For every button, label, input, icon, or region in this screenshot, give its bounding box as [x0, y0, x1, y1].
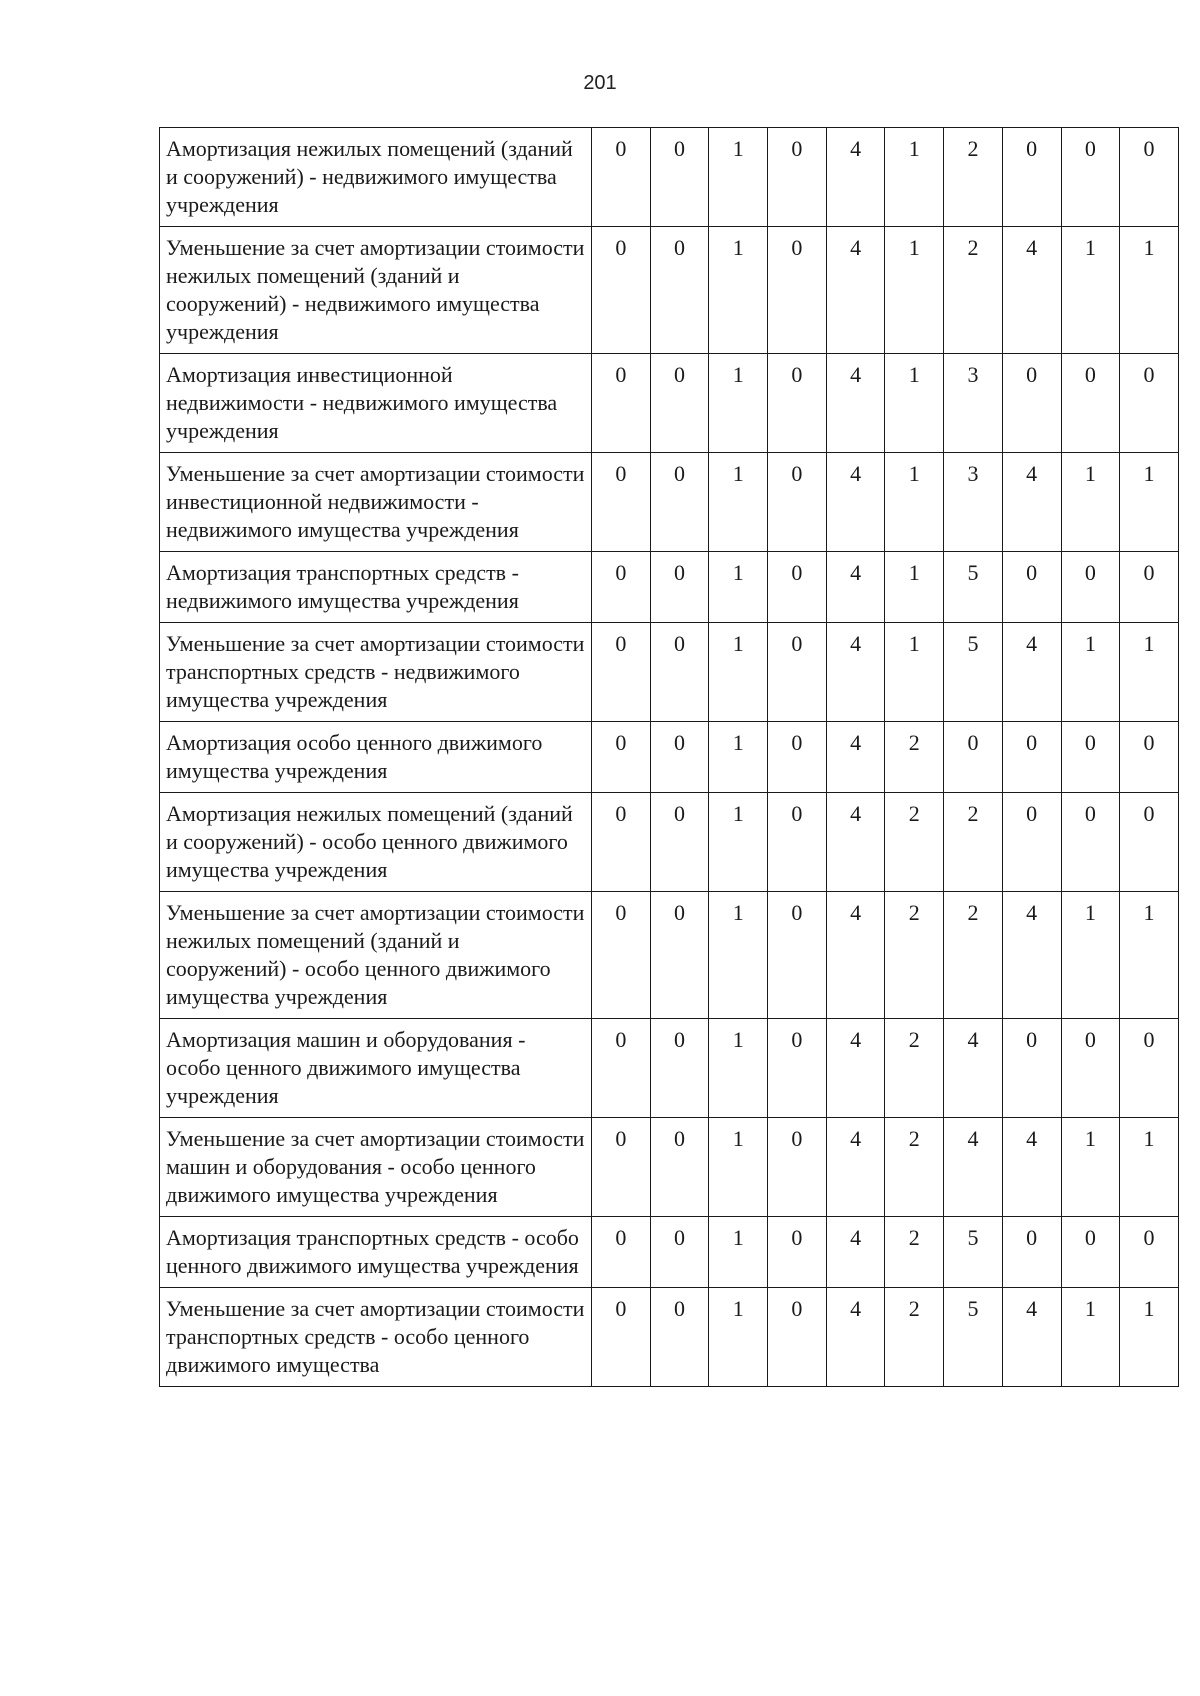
account-code-digit-cell: 0	[1061, 354, 1120, 453]
account-code-digit-cell: 1	[1120, 1118, 1179, 1217]
account-code-digit-cell: 4	[826, 1118, 885, 1217]
account-code-digit-cell: 0	[1120, 1217, 1179, 1288]
account-code-digit-cell: 1	[709, 1118, 768, 1217]
account-code-digit-cell: 0	[650, 227, 709, 354]
account-code-digit-cell: 3	[944, 354, 1003, 453]
account-code-digit-cell: 2	[885, 1288, 944, 1387]
account-code-digit-cell: 4	[826, 623, 885, 722]
table-row	[160, 1118, 1179, 1217]
account-code-digit-cell: 1	[709, 722, 768, 793]
account-code-digit-cell: 0	[1061, 1217, 1120, 1288]
account-code-digit-cell: 0	[768, 354, 827, 453]
account-code-digit-cell: 4	[826, 1288, 885, 1387]
account-code-digit-cell: 1	[1120, 1288, 1179, 1387]
account-code-digit-cell: 4	[1002, 453, 1061, 552]
account-code-digit-cell: 1	[709, 1217, 768, 1288]
account-code-digit-cell: 1	[885, 128, 944, 227]
account-code-digit-cell: 5	[944, 1288, 1003, 1387]
account-code-digit-cell: 0	[592, 1118, 651, 1217]
account-code-digit-cell: 0	[768, 793, 827, 892]
account-description-cell: Амортизация нежилых помещений (зданий и сооружений) - недвижимого имущества учреждения	[160, 128, 592, 227]
account-code-digit-cell: 0	[768, 453, 827, 552]
account-code-digit-cell: 0	[768, 227, 827, 354]
account-code-digit-cell: 5	[944, 623, 1003, 722]
account-code-digit-cell: 0	[1120, 793, 1179, 892]
account-code-digit-cell: 0	[768, 722, 827, 793]
table-row	[160, 623, 1179, 722]
table-row	[160, 793, 1179, 892]
account-code-digit-cell: 4	[826, 128, 885, 227]
table-row	[160, 1217, 1179, 1288]
account-description-cell: Амортизация транспортных средств - недвижимого имущества учреждения	[160, 552, 592, 623]
table-row	[160, 552, 1179, 623]
account-code-digit-cell: 0	[768, 1118, 827, 1217]
account-code-digit-cell: 4	[826, 453, 885, 552]
account-code-digit-cell: 0	[650, 354, 709, 453]
account-code-digit-cell: 0	[1120, 722, 1179, 793]
account-code-digit-cell: 2	[944, 892, 1003, 1019]
account-code-digit-cell: 0	[1002, 354, 1061, 453]
account-code-digit-cell: 1	[709, 1288, 768, 1387]
account-code-digit-cell: 0	[650, 1217, 709, 1288]
table-row	[160, 1288, 1179, 1387]
table-row	[160, 354, 1179, 453]
account-code-digit-cell: 0	[1002, 793, 1061, 892]
account-code-digit-cell: 0	[1061, 552, 1120, 623]
account-code-digit-cell: 0	[1002, 1019, 1061, 1118]
account-code-digit-cell: 1	[1061, 1288, 1120, 1387]
account-code-digit-cell: 4	[826, 722, 885, 793]
account-code-digit-cell: 0	[650, 1288, 709, 1387]
account-code-digit-cell: 0	[650, 453, 709, 552]
account-description-cell: Амортизация инвестиционной недвижимости - недвижимого имущества учреждения	[160, 354, 592, 453]
account-code-digit-cell: 0	[1002, 552, 1061, 623]
table-row	[160, 1019, 1179, 1118]
account-code-digit-cell: 0	[592, 1217, 651, 1288]
account-code-digit-cell: 0	[650, 128, 709, 227]
account-code-digit-cell: 5	[944, 552, 1003, 623]
account-code-digit-cell: 0	[592, 453, 651, 552]
account-code-digit-cell: 3	[944, 453, 1003, 552]
account-description-cell: Уменьшение за счет амортизации стоимости машин и оборудования - особо ценного движимого имущества учреждения	[160, 1118, 592, 1217]
account-code-digit-cell: 1	[885, 623, 944, 722]
account-code-digit-cell: 4	[944, 1019, 1003, 1118]
account-code-digit-cell: 0	[1002, 128, 1061, 227]
account-code-digit-cell: 0	[592, 722, 651, 793]
account-code-digit-cell: 2	[944, 227, 1003, 354]
table-row	[160, 453, 1179, 552]
account-code-digit-cell: 4	[826, 1217, 885, 1288]
account-code-digit-cell: 4	[1002, 623, 1061, 722]
account-code-digit-cell: 2	[885, 892, 944, 1019]
account-code-digit-cell: 4	[826, 892, 885, 1019]
account-code-digit-cell: 0	[768, 623, 827, 722]
account-code-digit-cell: 1	[885, 354, 944, 453]
account-code-digit-cell: 1	[1120, 623, 1179, 722]
account-code-digit-cell: 1	[885, 453, 944, 552]
account-code-digit-cell: 2	[944, 793, 1003, 892]
account-code-digit-cell: 0	[592, 892, 651, 1019]
account-code-digit-cell: 0	[650, 1019, 709, 1118]
account-code-digit-cell: 0	[650, 793, 709, 892]
account-code-digit-cell: 0	[1061, 128, 1120, 227]
table-row	[160, 128, 1179, 227]
account-code-digit-cell: 1	[1120, 453, 1179, 552]
account-code-digit-cell: 1	[1061, 623, 1120, 722]
table-row	[160, 892, 1179, 1019]
account-description-cell: Амортизация транспортных средств - особо ценного движимого имущества учреждения	[160, 1217, 592, 1288]
account-code-digit-cell: 1	[709, 793, 768, 892]
table-row	[160, 227, 1179, 354]
account-code-digit-cell: 0	[1120, 354, 1179, 453]
account-description-cell: Амортизация машин и оборудования - особо ценного движимого имущества учреждения	[160, 1019, 592, 1118]
account-code-digit-cell: 0	[1002, 1217, 1061, 1288]
table-row	[160, 722, 1179, 793]
account-code-digit-cell: 0	[1061, 1019, 1120, 1118]
account-code-digit-cell: 1	[1061, 1118, 1120, 1217]
account-code-digit-cell: 0	[592, 1288, 651, 1387]
account-description-cell: Уменьшение за счет амортизации стоимости нежилых помещений (зданий и сооружений) - особо ценного движимого имущества учреждения	[160, 892, 592, 1019]
account-codes-table	[159, 127, 1179, 1387]
account-code-digit-cell: 0	[1120, 1019, 1179, 1118]
account-code-digit-cell: 4	[826, 1019, 885, 1118]
account-code-digit-cell: 4	[826, 552, 885, 623]
account-code-digit-cell: 0	[768, 128, 827, 227]
account-code-digit-cell: 0	[768, 1019, 827, 1118]
account-code-digit-cell: 2	[885, 1118, 944, 1217]
account-description-cell: Амортизация нежилых помещений (зданий и сооружений) - особо ценного движимого имущества учреждения	[160, 793, 592, 892]
account-code-digit-cell: 0	[592, 793, 651, 892]
account-code-digit-cell: 1	[1120, 892, 1179, 1019]
account-code-digit-cell: 1	[709, 453, 768, 552]
account-code-digit-cell: 1	[709, 354, 768, 453]
account-code-digit-cell: 0	[768, 892, 827, 1019]
account-code-digit-cell: 0	[768, 1288, 827, 1387]
account-code-digit-cell: 0	[650, 1118, 709, 1217]
account-code-digit-cell: 2	[885, 1019, 944, 1118]
account-code-digit-cell: 1	[1061, 892, 1120, 1019]
account-code-digit-cell: 0	[592, 552, 651, 623]
account-code-digit-cell: 0	[650, 623, 709, 722]
account-code-digit-cell: 0	[592, 227, 651, 354]
account-code-digit-cell: 0	[1061, 793, 1120, 892]
account-code-digit-cell: 5	[944, 1217, 1003, 1288]
account-code-digit-cell: 0	[768, 1217, 827, 1288]
account-code-digit-cell: 2	[885, 722, 944, 793]
account-code-digit-cell: 4	[1002, 1118, 1061, 1217]
account-code-digit-cell: 4	[826, 227, 885, 354]
account-code-digit-cell: 0	[650, 722, 709, 793]
account-code-digit-cell: 1	[1061, 453, 1120, 552]
page-number: 201	[583, 72, 617, 94]
account-code-digit-cell: 4	[1002, 1288, 1061, 1387]
account-code-digit-cell: 0	[592, 1019, 651, 1118]
account-description-cell: Амортизация особо ценного движимого имущества учреждения	[160, 722, 592, 793]
account-description-cell: Уменьшение за счет амортизации стоимости нежилых помещений (зданий и сооружений) - недвижимого имущества учреждения	[160, 227, 592, 354]
account-code-digit-cell: 1	[709, 128, 768, 227]
account-code-digit-cell: 1	[1061, 227, 1120, 354]
account-code-digit-cell: 1	[885, 552, 944, 623]
account-code-digit-cell: 1	[709, 892, 768, 1019]
table-body	[160, 128, 1179, 1387]
account-code-digit-cell: 0	[1061, 722, 1120, 793]
account-code-digit-cell: 0	[944, 722, 1003, 793]
account-code-digit-cell: 0	[650, 892, 709, 1019]
account-code-digit-cell: 4	[826, 793, 885, 892]
account-code-digit-cell: 0	[592, 354, 651, 453]
account-code-digit-cell: 1	[709, 1019, 768, 1118]
account-code-digit-cell: 0	[1120, 552, 1179, 623]
account-code-digit-cell: 0	[1002, 722, 1061, 793]
account-code-digit-cell: 2	[885, 1217, 944, 1288]
account-code-digit-cell: 0	[592, 128, 651, 227]
account-code-digit-cell: 1	[709, 227, 768, 354]
account-description-cell: Уменьшение за счет амортизации стоимости инвестиционной недвижимости - недвижимого имущества учреждения	[160, 453, 592, 552]
account-code-digit-cell: 0	[650, 552, 709, 623]
account-code-digit-cell: 4	[944, 1118, 1003, 1217]
account-code-digit-cell: 2	[944, 128, 1003, 227]
account-code-digit-cell: 1	[709, 552, 768, 623]
account-code-digit-cell: 0	[592, 623, 651, 722]
account-code-digit-cell: 0	[768, 552, 827, 623]
account-code-digit-cell: 0	[1120, 128, 1179, 227]
account-code-digit-cell: 4	[826, 354, 885, 453]
account-description-cell: Уменьшение за счет амортизации стоимости транспортных средств - недвижимого имущества учреждения	[160, 623, 592, 722]
account-code-digit-cell: 2	[885, 793, 944, 892]
account-code-digit-cell: 1	[1120, 227, 1179, 354]
account-code-digit-cell: 1	[885, 227, 944, 354]
account-code-digit-cell: 4	[1002, 227, 1061, 354]
account-code-digit-cell: 4	[1002, 892, 1061, 1019]
account-description-cell: Уменьшение за счет амортизации стоимости транспортных средств - особо ценного движимого имущества	[160, 1288, 592, 1387]
account-code-digit-cell: 1	[709, 623, 768, 722]
